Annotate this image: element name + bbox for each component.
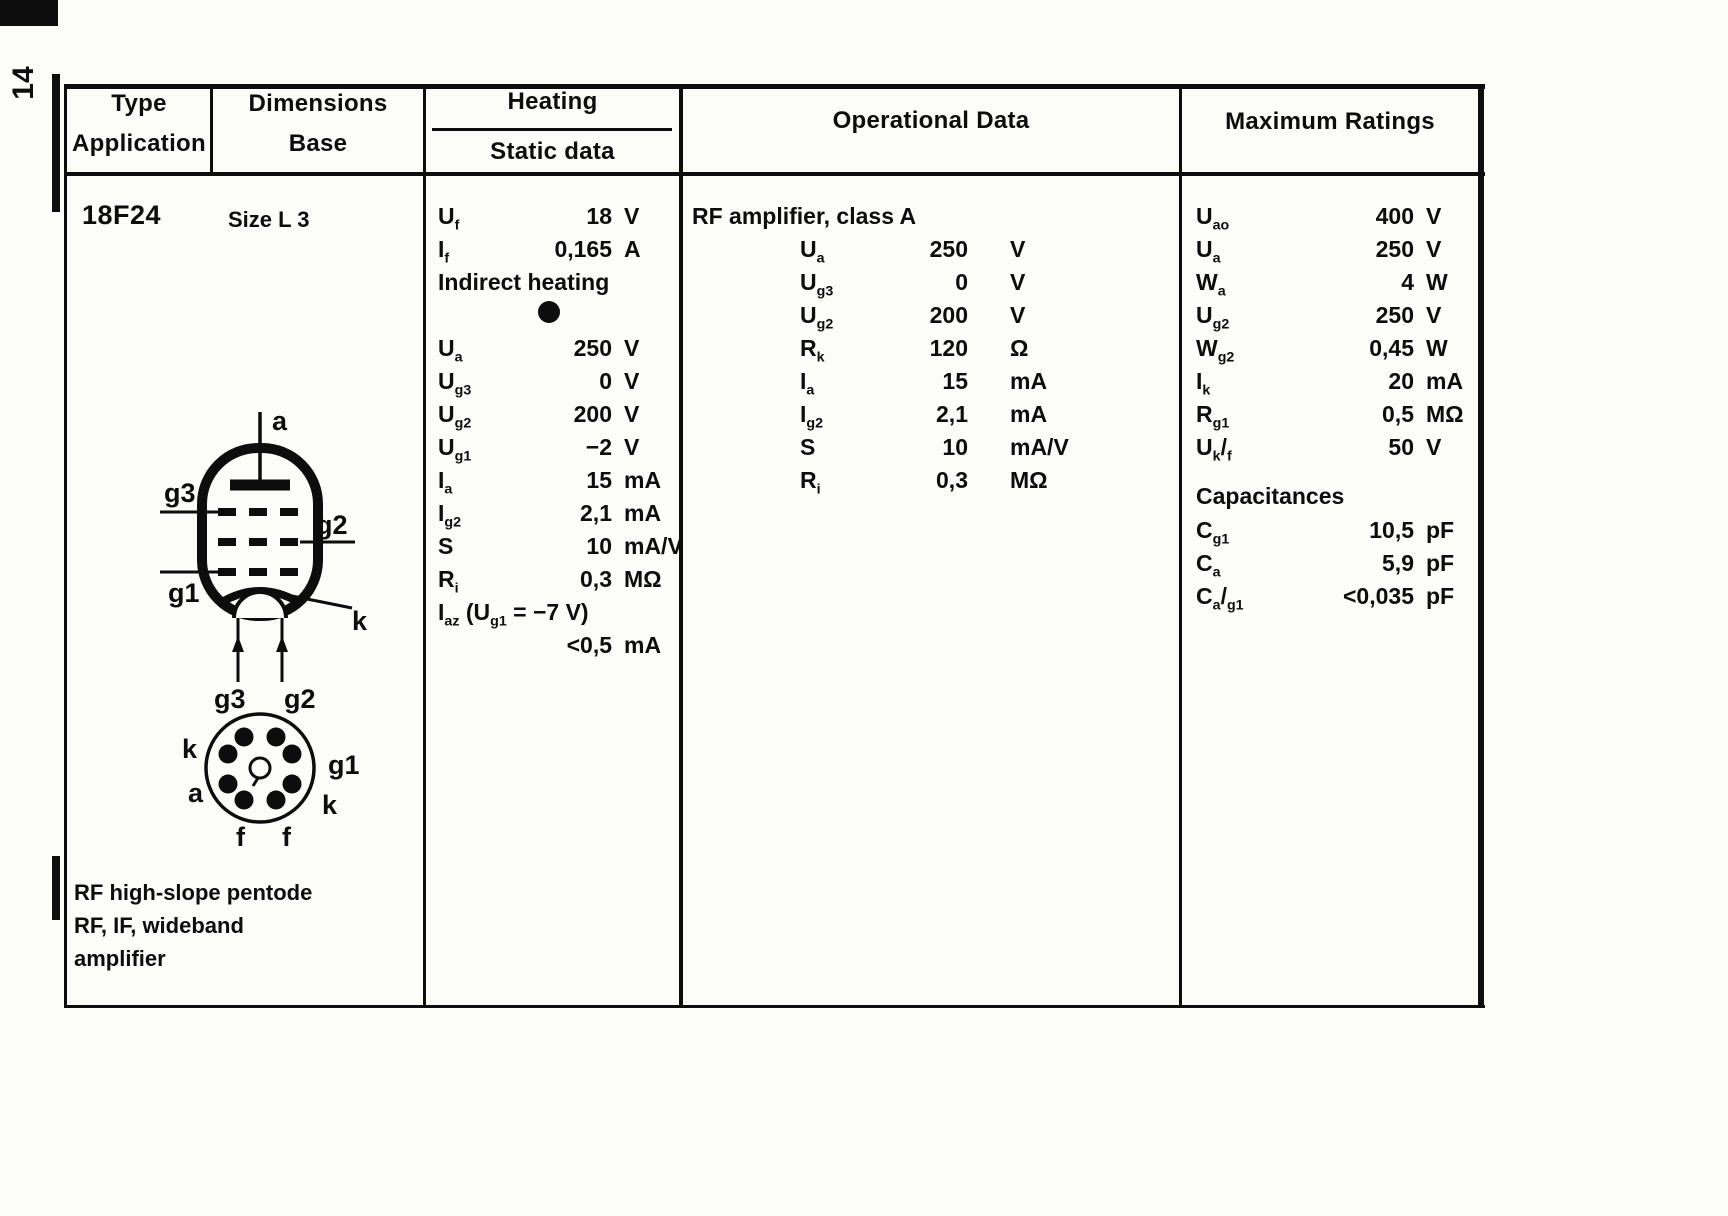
param-value: 15 [942,368,968,394]
param-value: 2,1 [580,500,612,526]
spec-row [1192,266,1478,299]
operational-title: RF amplifier, class A [692,203,917,229]
param-value: <0,5 [566,632,612,658]
table-border-bottom [64,1005,1485,1008]
base-label-g1: g1 [328,750,360,780]
param-label: $R_i$ [800,467,821,498]
scan-artifact-left-lower [52,856,60,920]
param-unit: Ω [1010,335,1029,361]
param-value: 250 [929,236,968,262]
param-label: $I_f$ [438,236,450,267]
param-value: 0,3 [936,467,968,493]
param-label: $U_{g2}$ [800,302,834,333]
header-base: Base [288,130,348,157]
header-separator [64,172,1485,176]
param-label: $R_k$ [800,335,825,366]
param-label: $I_{g2}$ [800,401,824,432]
pin-dot [267,728,286,747]
param-value: 200 [929,302,968,328]
param-unit: mA [1010,401,1048,427]
spec-row [438,398,678,431]
spec-row [1192,332,1478,365]
param-unit: V [624,203,640,229]
param-unit: MΩ [624,566,662,592]
param-value: 250 [1375,302,1414,328]
param-unit: V [1010,236,1026,262]
tube-label-g1: g1 [168,578,200,608]
param-value: 50 [1388,434,1414,460]
pin-dot [235,728,254,747]
param-value: 250 [1375,236,1414,262]
base-label-f1: f [236,822,245,852]
spec-row [692,464,1172,497]
param-unit: MΩ [1426,401,1464,427]
spec-row [438,365,678,398]
base-label-g2: g2 [284,684,316,714]
param-unit: V [1010,302,1026,328]
param-unit: MΩ [1010,467,1048,493]
spec-row [692,431,1172,464]
application-line-2: RF, IF, wideband [74,913,244,938]
operational-data-block [692,200,1172,497]
param-label: S [800,434,816,460]
param-unit: V [624,401,640,427]
param-unit: V [624,335,640,361]
param-label: $C_a/_{g1}$ [1196,583,1244,614]
spec-row [1192,398,1478,431]
param-unit: mA [1426,368,1464,394]
param-value: 20 [1388,368,1414,394]
spec-row [692,266,1172,299]
header-heating: Heating [507,88,598,115]
param-value: 250 [573,335,612,361]
param-label: $U_{g1}$ [438,434,472,465]
param-value: 10 [942,434,968,460]
spec-row [438,431,678,464]
application-line-3: amplifier [74,946,166,971]
center-spigot-notch [253,778,258,786]
param-value: 0 [955,269,968,295]
param-label: $W_a$ [1196,269,1226,300]
param-value: 4 [1401,269,1414,295]
tube-label-g2: g2 [316,510,348,540]
param-label: $C_{g1}$ [1196,517,1230,548]
param-value: 400 [1375,203,1414,229]
application-line-1: RF high-slope pentode [74,880,313,905]
scan-artifact-left-upper [52,74,60,212]
param-label: $C_a$ [1196,550,1221,581]
param-label: $R_i$ [438,566,459,597]
spec-row [438,233,678,266]
param-label: $I_{g2}$ [438,500,462,531]
param-label: $W_{g2}$ [1196,335,1235,366]
size-label: Size L 3 [228,207,310,232]
spec-row [438,563,678,596]
header-static-data: Static data [490,138,615,165]
page-number: 14 [7,66,40,100]
param-unit: V [624,434,640,460]
spec-row [692,233,1172,266]
param-unit: W [1426,335,1448,361]
param-label: $I_a$ [438,467,453,498]
param-unit: mA [1010,368,1048,394]
spec-row [1192,580,1478,613]
spec-row [1192,431,1478,464]
tube-label-a: a [272,406,288,436]
spec-row [1192,200,1478,233]
param-value: 0,3 [580,566,612,592]
maximum-ratings-rows [1192,200,1478,613]
base-label-k-right: k [322,790,338,820]
spec-row [438,200,678,233]
bullet-row [438,299,678,332]
param-label: $U_{ao}$ [1196,203,1230,234]
spec-row [438,464,678,497]
param-unit: V [1426,302,1442,328]
param-value: 10,5 [1369,517,1414,543]
tube-label-k: k [352,606,368,636]
header-operational-data: Operational Data [832,107,1030,134]
param-label: $I_a$ [800,368,815,399]
header-application: Application [72,130,206,157]
param-unit: pF [1426,517,1455,543]
pin-dot [267,791,286,810]
param-value: 10 [586,533,612,559]
param-unit: mA [624,467,662,493]
param-label: $U_a$ [1196,236,1221,267]
param-unit: V [1010,269,1026,295]
param-label: $U_{g3}$ [438,368,472,399]
tube-label-g3: g3 [164,478,196,508]
param-label: $U_{g3}$ [800,269,834,300]
pin-dot [219,745,238,764]
param-value: 2,1 [936,401,968,427]
param-value: 120 [929,335,968,361]
param-label: $R_{g1}$ [1196,401,1230,432]
table-border-left [64,84,67,1008]
operational-rows [692,233,1172,497]
param-label: $U_{g2}$ [438,401,472,432]
param-value: 5,9 [1382,550,1414,576]
param-unit: V [1426,434,1442,460]
spec-row [692,398,1172,431]
spec-row [1192,299,1478,332]
spec-row [1192,233,1478,266]
base-circle [206,714,314,822]
param-value: 15 [586,467,612,493]
param-unit: W [1426,269,1448,295]
param-unit: pF [1426,550,1455,576]
param-label: $U_a$ [438,335,463,366]
spec-row [692,299,1172,332]
spec-row [692,332,1172,365]
param-value: 200 [573,401,612,427]
base-label-f2: f [282,822,291,852]
param-value: <0,035 [1343,583,1414,609]
base-label-k-left: k [182,734,198,764]
spec-row [438,332,678,365]
param-label: S [438,533,454,559]
param-unit: V [624,368,640,394]
param-label: $U_k/_f$ [1196,434,1232,465]
header-dimensions: Dimensions [248,90,388,117]
pin-dot [283,775,302,794]
header-maximum-ratings: Maximum Ratings [1225,108,1435,135]
pin-dot [219,775,238,794]
text-row: Indirect heating [438,269,610,295]
param-value: 0 [599,368,612,394]
pin-dot [283,745,302,764]
filament-arrow-left [232,636,244,652]
param-value: 0,165 [554,236,612,262]
table-border-top [64,84,1485,89]
heating-subheader-rule [432,128,672,131]
filament-arrow-right [276,636,288,652]
base-label-g3: g3 [214,684,246,714]
heating-static-data-rows [438,200,683,662]
base-pinout-diagram [206,714,314,822]
spec-row [438,497,678,530]
tube-type: 18F24 [82,200,162,230]
param-unit: pF [1426,583,1455,609]
pin-dot [235,791,254,810]
divider-operational-maximum [1179,84,1182,1008]
center-spigot [250,758,270,778]
spec-row [1192,514,1478,547]
param-unit: V [1426,203,1442,229]
text-row: $I_{az}$ ($U_{g1} = -7$ V) [438,599,589,630]
param-label [438,629,532,662]
param-value: −2 [585,434,612,460]
tube-symbol-diagram [160,412,355,682]
param-unit: mA [624,632,662,658]
spec-row [438,629,678,662]
spec-row [438,530,683,563]
spec-row [1192,365,1478,398]
scan-artifact-top [0,0,58,26]
param-unit: A [624,236,641,262]
param-unit: V [1426,236,1442,262]
param-value: 0,45 [1369,335,1414,361]
param-label: $I_k$ [1196,368,1211,399]
header-type: Type [111,90,167,117]
base-label-a: a [188,778,204,808]
param-unit: mA/V [624,533,683,559]
pin-dots [219,728,302,810]
param-unit: mA/V [1010,434,1069,460]
param-unit: mA [624,500,662,526]
bullet-dot [538,301,560,323]
param-label: $U_{g2}$ [1196,302,1230,333]
param-value: 18 [586,203,612,229]
spec-row [1192,547,1478,580]
spec-row [692,365,1172,398]
param-label: $U_a$ [800,236,825,267]
tube-diagrams [140,390,460,860]
param-value: 0,5 [1382,401,1414,427]
param-label: $U_f$ [438,203,460,234]
section-heading: Capacitances [1196,483,1345,509]
